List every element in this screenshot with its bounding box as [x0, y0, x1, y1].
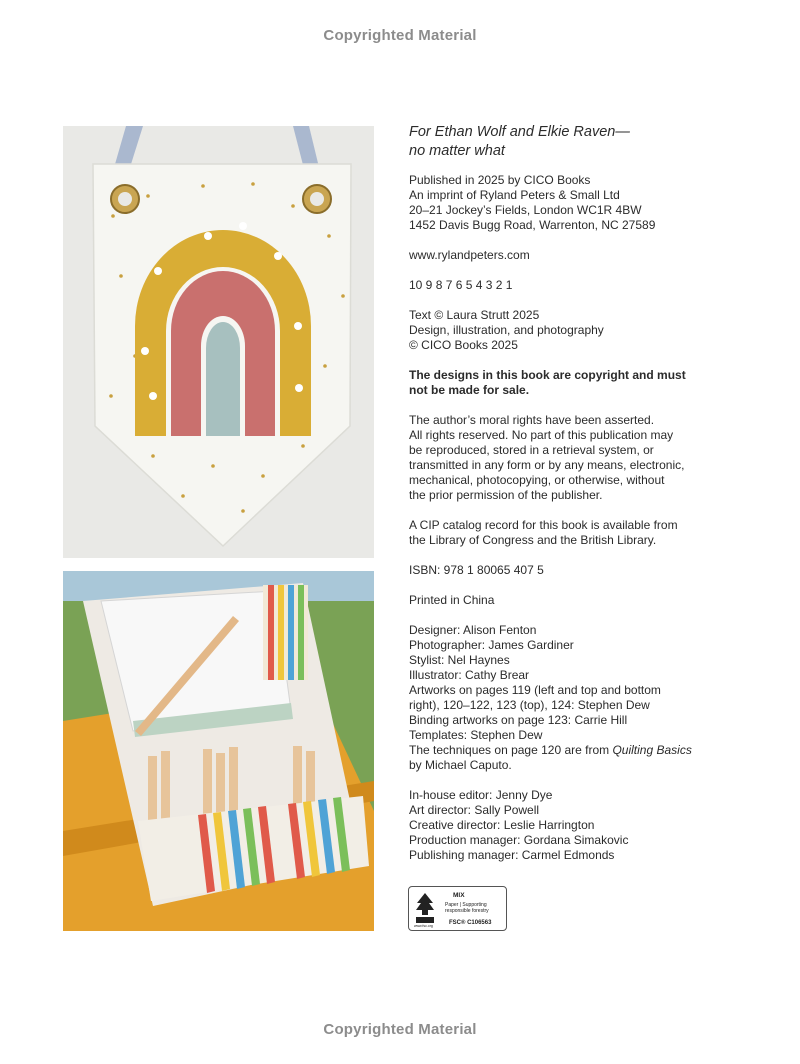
- copyright-line: © CICO Books 2025: [409, 338, 518, 352]
- credit-photographer: Photographer: James Gardiner: [409, 638, 574, 652]
- publisher-line: Published in 2025 by CICO Books: [409, 173, 591, 187]
- fsc-certification-logo: [408, 886, 507, 931]
- publisher-line: An imprint of Ryland Peters & Small Ltd: [409, 188, 620, 202]
- credit-stylist: Stylist: Nel Haynes: [409, 653, 510, 667]
- rights-line: mechanical, photocopying, or otherwise, without: [409, 473, 665, 487]
- fsc-url: www.fsc.org: [414, 924, 433, 928]
- watermark-top: Copyrighted Material: [323, 27, 477, 44]
- credit-templates: Templates: Stephen Dew: [409, 728, 543, 742]
- fsc-code: FSC® C106563: [449, 920, 492, 926]
- rainbow-pennant-photo: [63, 126, 374, 558]
- credit-techniques: The techniques on page 120 are from: [409, 743, 613, 757]
- designs-notice-line: not be made for sale.: [409, 383, 530, 397]
- staff-line: Creative director: Leslie Harrington: [409, 818, 595, 832]
- dedication: [409, 123, 729, 161]
- copyright-text-column: [409, 123, 729, 878]
- publisher-block: [409, 173, 729, 233]
- dedication-line-1: For Ethan Wolf and Elkie Raven—: [409, 124, 630, 140]
- cip-line: A CIP catalog record for this book is available from: [409, 518, 678, 532]
- credit-illustrator: Illustrator: Cathy Brear: [409, 668, 530, 682]
- isbn: ISBN: 978 1 80065 407 5: [409, 563, 544, 577]
- credit-techniques-book: Quilting Basics: [612, 743, 692, 757]
- printed-in: Printed in China: [409, 593, 495, 607]
- credit-artworks: right), 120–122, 123 (top), 124: Stephen Dew: [409, 698, 650, 712]
- cip-block: [409, 518, 729, 548]
- publisher-line: 1452 Davis Bugg Road, Warrenton, NC 27589: [409, 218, 656, 232]
- designs-notice-line: The designs in this book are copyright and must: [409, 368, 686, 382]
- fsc-line-1: Paper | Supporting: [445, 902, 487, 908]
- credits-block: [409, 623, 729, 773]
- rights-line: transmitted in any form or by any means, electronic,: [409, 458, 685, 472]
- website-link[interactable]: www.rylandpeters.com: [409, 248, 530, 262]
- cip-line: the Library of Congress and the British Library.: [409, 533, 657, 547]
- dedication-line-2: no matter what: [409, 143, 505, 159]
- rights-line: All rights reserved. No part of this publication may: [409, 428, 674, 442]
- staff-line: Publishing manager: Carmel Edmonds: [409, 848, 615, 862]
- rights-line: be reproduced, stored in a retrieval system, or: [409, 443, 654, 457]
- credit-techniques-author: by Michael Caputo.: [409, 758, 512, 772]
- copyright-line: Text © Laura Strutt 2025: [409, 308, 540, 322]
- staff-line: Art director: Sally Powell: [409, 803, 540, 817]
- staff-block: [409, 788, 729, 863]
- rights-block: [409, 413, 729, 503]
- credit-binding: Binding artworks on page 123: Carrie Hill: [409, 713, 628, 727]
- credit-designer: Designer: Alison Fenton: [409, 623, 537, 637]
- rights-line: the prior permission of the publisher.: [409, 488, 603, 502]
- credit-artworks: Artworks on pages 119 (left and top and bottom: [409, 683, 661, 697]
- fsc-mix-label: MIX: [453, 892, 465, 899]
- fsc-tree-icon: [414, 891, 436, 927]
- rights-line: The author’s moral rights have been asserted.: [409, 413, 655, 427]
- designs-notice: [409, 368, 729, 398]
- pencil-roll-photo: [63, 571, 374, 931]
- staff-line: In-house editor: Jenny Dye: [409, 788, 553, 802]
- staff-line: Production manager: Gordana Simakovic: [409, 833, 629, 847]
- fsc-line-2: responsible forestry: [445, 908, 489, 914]
- print-line: 10 9 8 7 6 5 4 3 2 1: [409, 278, 513, 292]
- watermark-bottom: Copyrighted Material: [323, 1021, 477, 1038]
- copyright-block: [409, 308, 729, 353]
- publisher-line: 20–21 Jockey’s Fields, London WC1R 4BW: [409, 203, 642, 217]
- copyright-line: Design, illustration, and photography: [409, 323, 604, 337]
